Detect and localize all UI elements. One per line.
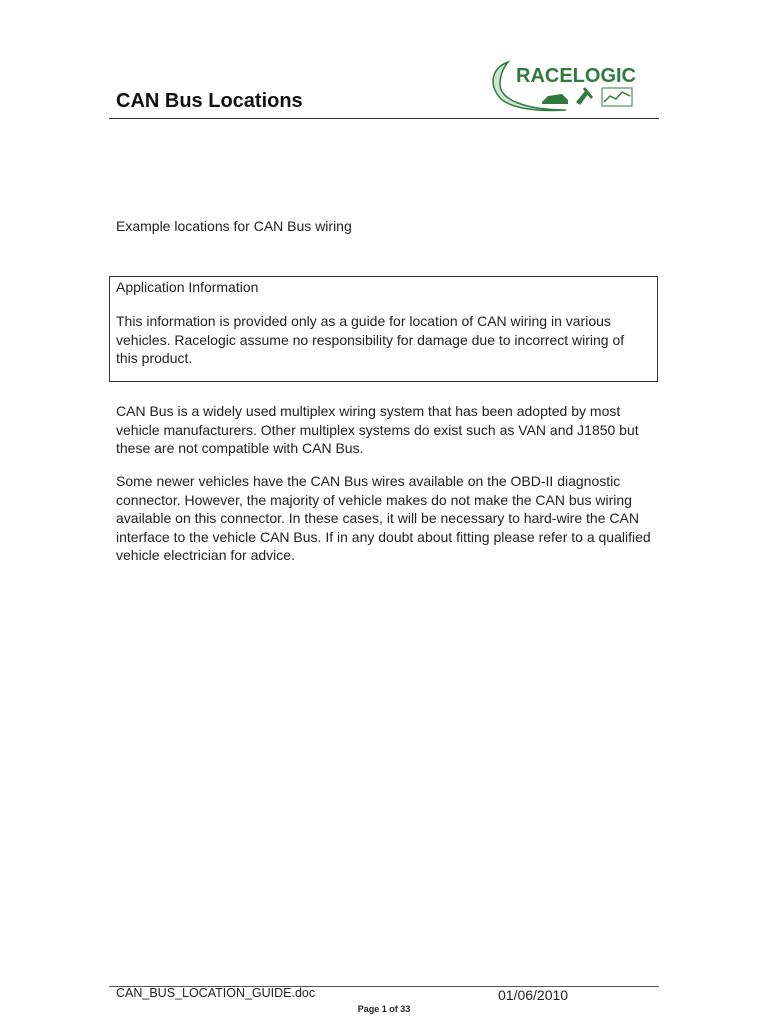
racelogic-logo (486, 54, 651, 114)
car-icon (542, 94, 568, 104)
page-title: CAN Bus Locations (116, 90, 303, 112)
intro-text: Example locations for CAN Bus wiring (116, 218, 352, 234)
paragraph-obd: Some newer vehicles have the CAN Bus wires available on the OBD-II diagnostic connector. However, the majority of vehicle makes do not make the CAN bus wiring available on this connector. In these cases, it will be necessary to hard-wire the CAN interface to the vehicle CAN Bus. If in any doubt about fitting please refer to a qualified vehicle electrician for advice. (116, 473, 651, 563)
wrench-icon (576, 88, 592, 105)
application-info-box (109, 276, 658, 382)
footer-filename: CAN_BUS_LOCATION_GUIDE.doc (116, 986, 316, 1000)
header-rule (109, 118, 659, 119)
logo-wordmark: RACELOGIC (516, 65, 636, 87)
footer-date: 01/06/2010 (498, 987, 569, 1003)
info-box-text: This information is provided only as a guide for location of CAN wiring in various vehicles. Racelogic assume no responsibility for damage due to incorrect wiring of this product. (116, 313, 625, 366)
info-box-title: Application Information (116, 279, 259, 295)
graph-icon (602, 88, 632, 106)
paragraph-can-bus: CAN Bus is a widely used multiplex wiring system that has been adopted by most vehicle manufacturers. Other multiplex systems do exist such as VAN and J1850 but these are not compatible with CAN Bus. (116, 403, 639, 456)
footer-page-number: Page 1 of 33 (357, 1004, 411, 1014)
